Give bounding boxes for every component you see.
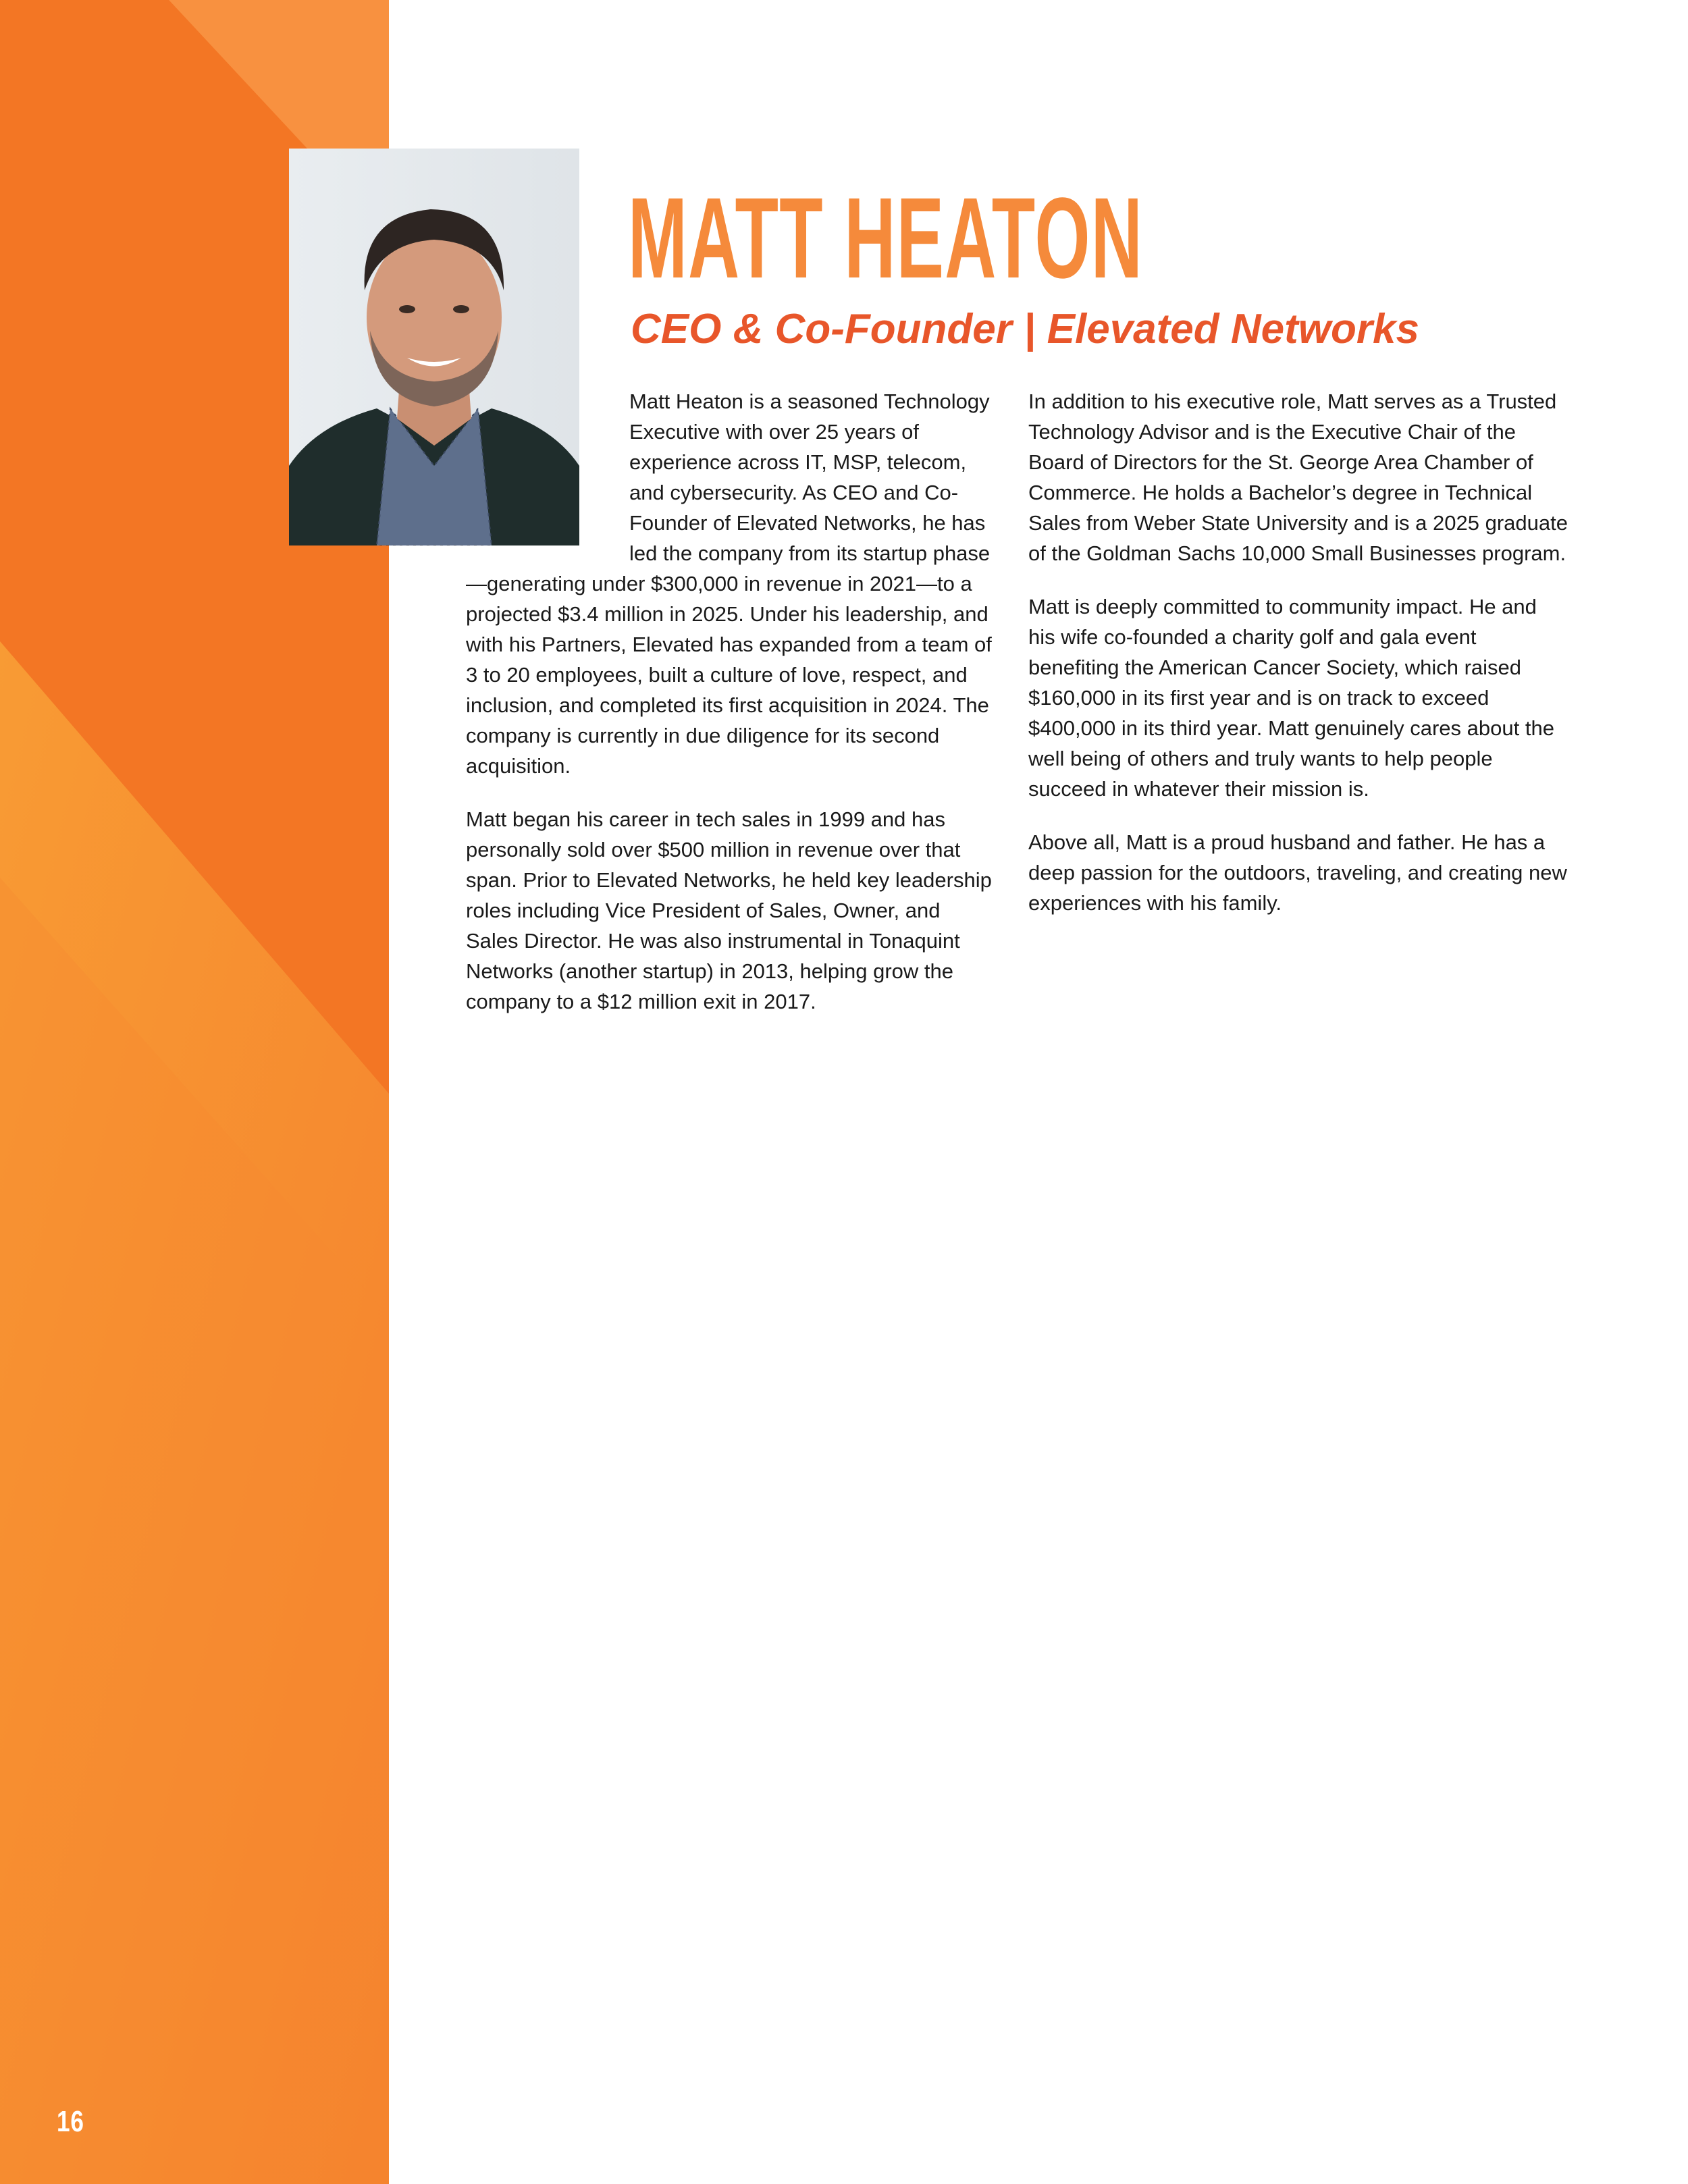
page-number: 16 [57, 2105, 84, 2138]
bio-left-column [466, 386, 993, 1040]
bio-paragraph: In addition to his executive role, Matt serves as a Trusted Technology Advisor and is the Executive Chair of the Board of Directors for the St. George Area Chamber of Commerce. He holds a Bachelor’s degree in Technical Sales from Weber State University and is a 2025 graduate of the Goldman Sachs 10,000 Small Businesses program. [1028, 390, 1568, 565]
photo-wrap-space [466, 386, 629, 543]
bio-paragraph: Matt began his career in tech sales in 1999 and has personally sold over $500 million in revenue over that span. Prior to Elevated Networks, he held key leadership roles including Vice President of Sales, Owner, and Sales Director. He was also instrumental in Tonaquint Networks (another startup) in 2013, helping grow the company to a $12 million exit in 2017. [466, 807, 992, 1013]
bio-paragraph: Matt is deeply committed to community impact. He and his wife co-founded a charity golf and gala event benefiting the American Cancer Society, which raised $160,000 in its first year and is on track to exceed $400,000 in its third year. Matt genuinely cares about the well being of others and truly wants to help people succeed in whatever their mission is. [1028, 595, 1554, 801]
bio-right-column [1028, 386, 1568, 941]
bio-paragraph: Above all, Matt is a proud husband and father. He has a deep passion for the outdoors, traveling, and creating new experiences with his family. [1028, 830, 1567, 915]
profile-name: MATT HEATON [628, 174, 1144, 302]
profile-role: CEO & Co-Founder | Elevated Networks [631, 306, 1419, 352]
bio-paragraph: Matt Heaton is a seasoned Technology Executive with over 25 years of experience across IT, MSP, telecom, and cybersecurity. As CEO and Co-Founder of Elevated Networks, he has led the company from its startup phase—generating under $300,000 in revenue in 2021—to a projected $3.4 million in 2025. Under his leadership, and with his Partners, Elevated has expanded from a team of 3 to 20 employees, built a culture of love, respect, and inclusion, and completed its first acquisition in 2024. The company is currently in due diligence for its second acquisition. [466, 390, 992, 778]
